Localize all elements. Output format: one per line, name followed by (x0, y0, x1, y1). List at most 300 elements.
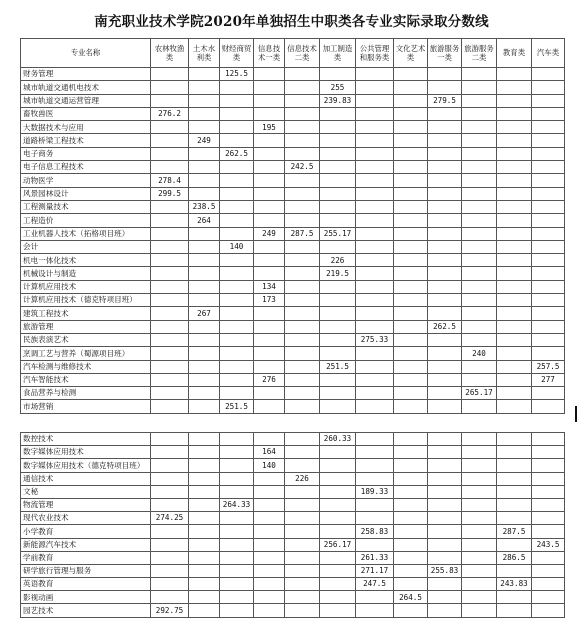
score-cell (497, 68, 532, 81)
score-cell (532, 459, 565, 472)
score-cell (462, 200, 497, 213)
column-header: 土木水利类 (189, 39, 220, 68)
score-cell (532, 280, 565, 293)
score-table-2 (20, 432, 565, 618)
score-cell (497, 94, 532, 107)
major-name-cell: 小学教育 (21, 525, 151, 538)
score-cell (320, 214, 356, 227)
score-cell (151, 360, 189, 373)
score-cell (462, 134, 497, 147)
score-cell (220, 551, 254, 564)
score-cell (532, 604, 565, 617)
score-cell (462, 525, 497, 538)
score-cell (394, 333, 428, 346)
score-cell (428, 174, 462, 187)
score-cell (532, 333, 565, 346)
score-cell (151, 538, 189, 551)
major-name-cell: 电子商务 (21, 147, 151, 160)
score-cell: 189.33 (356, 485, 394, 498)
score-cell (394, 433, 428, 446)
score-cell: 173 (254, 294, 285, 307)
score-cell (320, 307, 356, 320)
score-cell (189, 294, 220, 307)
score-cell (428, 200, 462, 213)
score-cell (220, 387, 254, 400)
score-cell (462, 485, 497, 498)
table-row (21, 200, 565, 213)
score-cell (189, 333, 220, 346)
score-cell (428, 81, 462, 94)
score-cell: 292.75 (151, 604, 189, 617)
score-cell (220, 227, 254, 240)
score-cell (320, 121, 356, 134)
table-header-row (21, 39, 565, 68)
score-cell (220, 512, 254, 525)
score-cell (428, 400, 462, 413)
score-cell (462, 147, 497, 160)
score-cell (254, 68, 285, 81)
score-cell: 264 (189, 214, 220, 227)
major-name-cell: 烹调工艺与营养（蜀源项目班） (21, 347, 151, 360)
score-cell (151, 551, 189, 564)
score-cell (320, 240, 356, 253)
score-cell (151, 214, 189, 227)
score-cell: 262.5 (428, 320, 462, 333)
score-cell (462, 307, 497, 320)
score-cell (320, 280, 356, 293)
score-cell (254, 360, 285, 373)
major-name-cell: 研学旅行管理与服务 (21, 564, 151, 577)
major-name-cell: 市场营销 (21, 400, 151, 413)
score-cell (532, 121, 565, 134)
score-cell (320, 578, 356, 591)
table-row (21, 254, 565, 267)
column-header: 财经商贸类 (220, 39, 254, 68)
score-cell (220, 604, 254, 617)
score-cell (356, 107, 394, 120)
score-cell (462, 400, 497, 413)
table-row (21, 472, 565, 485)
score-cell (285, 446, 320, 459)
score-cell (532, 187, 565, 200)
major-name-cell: 会计 (21, 240, 151, 253)
score-cell (285, 94, 320, 107)
score-cell (428, 107, 462, 120)
score-cell (151, 94, 189, 107)
score-cell (151, 347, 189, 360)
score-cell (394, 147, 428, 160)
score-cell: 243.83 (497, 578, 532, 591)
score-cell (462, 360, 497, 373)
score-cell (394, 472, 428, 485)
score-cell (220, 591, 254, 604)
score-cell (189, 347, 220, 360)
score-cell (320, 512, 356, 525)
score-cell (254, 564, 285, 577)
score-cell (320, 187, 356, 200)
score-cell (151, 333, 189, 346)
major-name-cell: 机电一体化技术 (21, 254, 151, 267)
score-cell (356, 446, 394, 459)
score-cell: 140 (220, 240, 254, 253)
score-cell (220, 294, 254, 307)
major-name-cell: 工业机器人技术（拓格项目班） (21, 227, 151, 240)
score-cell (285, 134, 320, 147)
score-cell (254, 512, 285, 525)
score-cell (497, 498, 532, 511)
score-cell (254, 267, 285, 280)
score-cell (532, 174, 565, 187)
score-cell (151, 387, 189, 400)
score-cell (462, 551, 497, 564)
score-cell (220, 187, 254, 200)
score-cell (497, 320, 532, 333)
score-cell (428, 267, 462, 280)
score-cell (285, 604, 320, 617)
column-header: 农林牧渔类 (151, 39, 189, 68)
score-cell: 267 (189, 307, 220, 320)
score-cell (151, 373, 189, 386)
score-cell (497, 591, 532, 604)
table-row (21, 373, 565, 386)
table-row (21, 280, 565, 293)
score-cell: 247.5 (356, 578, 394, 591)
score-cell (462, 373, 497, 386)
table-row (21, 121, 565, 134)
score-cell (356, 267, 394, 280)
table-row (21, 134, 565, 147)
score-cell (285, 107, 320, 120)
score-cell (320, 446, 356, 459)
table-row (21, 347, 565, 360)
score-cell (532, 578, 565, 591)
table-row (21, 187, 565, 200)
score-cell (497, 147, 532, 160)
score-cell (189, 240, 220, 253)
score-cell (532, 81, 565, 94)
score-cell (285, 214, 320, 227)
major-name-cell: 旅游管理 (21, 320, 151, 333)
score-cell (151, 147, 189, 160)
score-cell (254, 81, 285, 94)
score-cell (320, 161, 356, 174)
score-cell (428, 578, 462, 591)
column-header: 信息技术二类 (285, 39, 320, 68)
major-name-cell: 机械设计与制造 (21, 267, 151, 280)
score-cell (254, 604, 285, 617)
score-cell (151, 294, 189, 307)
table-row (21, 498, 565, 511)
score-cell (151, 472, 189, 485)
score-cell (151, 446, 189, 459)
column-header: 信息技术一类 (254, 39, 285, 68)
score-cell (462, 240, 497, 253)
score-cell (189, 387, 220, 400)
score-cell: 240 (462, 347, 497, 360)
score-cell (497, 400, 532, 413)
table-row (21, 446, 565, 459)
score-cell (220, 94, 254, 107)
score-cell (220, 485, 254, 498)
score-cell (428, 387, 462, 400)
score-cell (285, 360, 320, 373)
score-cell (254, 347, 285, 360)
score-cell (394, 307, 428, 320)
score-cell (497, 200, 532, 213)
score-cell (428, 147, 462, 160)
score-cell (394, 68, 428, 81)
score-cell (462, 94, 497, 107)
score-cell (532, 200, 565, 213)
score-cell (285, 307, 320, 320)
column-header: 公共管理和服务类 (356, 39, 394, 68)
major-name-cell: 民族表演艺术 (21, 333, 151, 346)
score-cell (254, 307, 285, 320)
score-cell (220, 81, 254, 94)
score-cell (356, 161, 394, 174)
score-cell (254, 400, 285, 413)
score-cell (189, 320, 220, 333)
score-cell (428, 360, 462, 373)
major-name-cell: 食品营养与检测 (21, 387, 151, 400)
score-cell (532, 147, 565, 160)
score-cell (151, 254, 189, 267)
score-cell (394, 280, 428, 293)
score-cell (462, 227, 497, 240)
score-cell (320, 373, 356, 386)
score-cell (356, 227, 394, 240)
score-cell: 274.25 (151, 512, 189, 525)
score-cell (497, 333, 532, 346)
score-cell (320, 320, 356, 333)
score-cell (285, 578, 320, 591)
score-cell (356, 373, 394, 386)
score-cell (189, 81, 220, 94)
score-cell (285, 187, 320, 200)
score-cell (356, 147, 394, 160)
score-cell (320, 68, 356, 81)
score-cell (320, 174, 356, 187)
score-cell (356, 604, 394, 617)
score-cell: 265.17 (462, 387, 497, 400)
major-name-cell: 物流管理 (21, 498, 151, 511)
score-cell (428, 498, 462, 511)
score-cell (320, 400, 356, 413)
score-cell: 256.17 (320, 538, 356, 551)
table-row (21, 94, 565, 107)
score-cell (462, 578, 497, 591)
score-cell (285, 320, 320, 333)
major-name-cell: 园艺技术 (21, 604, 151, 617)
score-cell (151, 525, 189, 538)
score-cell (285, 200, 320, 213)
score-cell (394, 200, 428, 213)
score-cell (497, 472, 532, 485)
score-cell (394, 373, 428, 386)
table-row (21, 578, 565, 591)
score-cell (462, 294, 497, 307)
table-row (21, 161, 565, 174)
score-cell (497, 433, 532, 446)
score-cell (285, 538, 320, 551)
score-cell (189, 121, 220, 134)
major-name-cell: 动物医学 (21, 174, 151, 187)
score-cell (220, 360, 254, 373)
score-cell: 195 (254, 121, 285, 134)
table-row (21, 551, 565, 564)
score-cell (356, 200, 394, 213)
score-cell (532, 254, 565, 267)
score-cell (462, 187, 497, 200)
score-cell: 255.17 (320, 227, 356, 240)
score-cell (320, 147, 356, 160)
score-cell (254, 498, 285, 511)
score-cell (532, 512, 565, 525)
score-cell (394, 81, 428, 94)
score-cell (189, 254, 220, 267)
score-cell (189, 591, 220, 604)
score-cell (532, 446, 565, 459)
score-cell (320, 525, 356, 538)
major-name-cell: 数字媒体应用技术（德克特项目班） (21, 459, 151, 472)
score-cell: 276 (254, 373, 285, 386)
table-row (21, 433, 565, 446)
table-row (21, 400, 565, 413)
table-row (21, 512, 565, 525)
score-cell (497, 307, 532, 320)
table-row (21, 227, 565, 240)
score-cell: 140 (254, 459, 285, 472)
score-cell (220, 254, 254, 267)
score-cell (254, 387, 285, 400)
score-cell (356, 459, 394, 472)
score-cell (497, 214, 532, 227)
score-cell (254, 94, 285, 107)
column-header: 专业名称 (21, 39, 151, 68)
score-cell (285, 280, 320, 293)
score-cell (394, 446, 428, 459)
major-name-cell: 计算机应用技术 (21, 280, 151, 293)
score-cell (189, 280, 220, 293)
score-cell (497, 174, 532, 187)
score-cell (462, 174, 497, 187)
score-cell (151, 161, 189, 174)
major-name-cell: 影视动画 (21, 591, 151, 604)
score-cell: 276.2 (151, 107, 189, 120)
score-cell (220, 121, 254, 134)
score-cell (356, 121, 394, 134)
major-name-cell: 现代农业技术 (21, 512, 151, 525)
score-cell (189, 472, 220, 485)
score-cell (394, 174, 428, 187)
score-cell: 262.5 (220, 147, 254, 160)
major-name-cell: 通信技术 (21, 472, 151, 485)
score-cell (497, 81, 532, 94)
score-cell (254, 161, 285, 174)
score-cell (532, 400, 565, 413)
score-cell (254, 538, 285, 551)
score-cell (320, 333, 356, 346)
score-cell (254, 578, 285, 591)
table-row (21, 68, 565, 81)
score-cell (532, 320, 565, 333)
score-cell (497, 294, 532, 307)
score-cell (151, 240, 189, 253)
score-cell (428, 240, 462, 253)
score-cell (220, 200, 254, 213)
score-cell (428, 433, 462, 446)
score-cell (428, 333, 462, 346)
table-row (21, 240, 565, 253)
score-cell (151, 307, 189, 320)
score-cell: 264.33 (220, 498, 254, 511)
score-cell: 287.5 (285, 227, 320, 240)
score-cell (320, 347, 356, 360)
score-cell (285, 525, 320, 538)
score-cell (254, 187, 285, 200)
score-cell (428, 254, 462, 267)
score-cell (285, 347, 320, 360)
score-cell (356, 254, 394, 267)
score-cell (254, 107, 285, 120)
score-cell (497, 161, 532, 174)
score-cell (462, 564, 497, 577)
score-cell (151, 485, 189, 498)
score-cell (285, 387, 320, 400)
score-cell (462, 107, 497, 120)
score-cell (462, 214, 497, 227)
score-cell (220, 134, 254, 147)
score-cell (320, 551, 356, 564)
score-cell (151, 200, 189, 213)
score-cell (254, 200, 285, 213)
score-cell (220, 267, 254, 280)
score-cell (356, 472, 394, 485)
score-cell: 255.83 (428, 564, 462, 577)
major-name-cell: 城市轨道交通运营管理 (21, 94, 151, 107)
score-cell (285, 400, 320, 413)
score-cell (394, 320, 428, 333)
table-row (21, 320, 565, 333)
score-cell (462, 254, 497, 267)
major-name-cell: 风景园林设计 (21, 187, 151, 200)
score-cell (220, 578, 254, 591)
score-cell (189, 551, 220, 564)
score-cell (320, 498, 356, 511)
score-cell: 271.17 (356, 564, 394, 577)
score-cell (497, 564, 532, 577)
score-cell (428, 121, 462, 134)
score-cell (356, 134, 394, 147)
score-cell (532, 525, 565, 538)
score-cell (285, 498, 320, 511)
score-cell: 251.5 (220, 400, 254, 413)
score-cell: 299.5 (151, 187, 189, 200)
score-cell (189, 498, 220, 511)
score-cell (220, 107, 254, 120)
score-cell (285, 294, 320, 307)
score-cell (356, 347, 394, 360)
score-cell (151, 564, 189, 577)
score-cell (356, 498, 394, 511)
score-cell (151, 459, 189, 472)
score-cell: 164 (254, 446, 285, 459)
score-cell (220, 174, 254, 187)
score-cell (462, 320, 497, 333)
table-row (21, 107, 565, 120)
score-cell (356, 214, 394, 227)
score-cell: 249 (189, 134, 220, 147)
